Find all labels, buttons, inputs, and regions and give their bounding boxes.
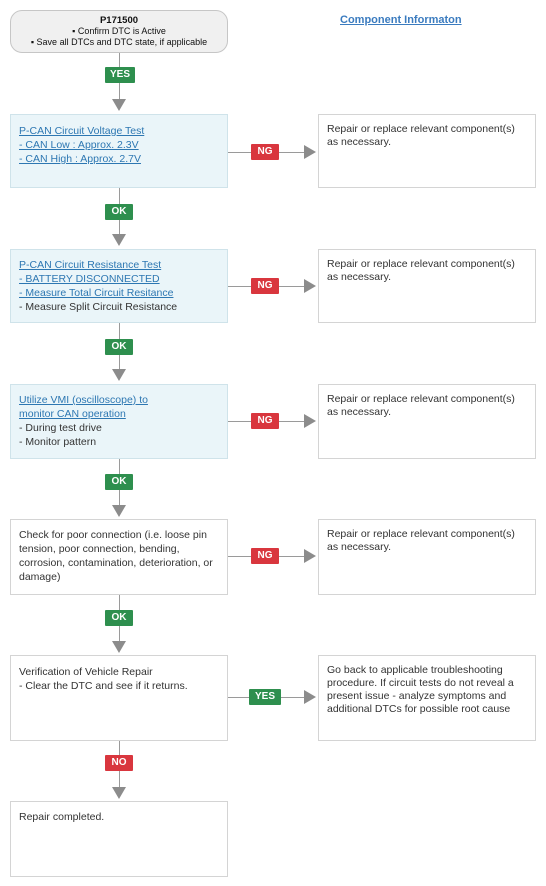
step-check-poor-connection [10, 519, 228, 595]
total-resistance-link[interactable]: - Measure Total Circuit Resitance [19, 287, 174, 299]
ng-badge: NG [251, 413, 279, 429]
resistance-test-link[interactable]: P-CAN Circuit Resistance Test [19, 259, 162, 271]
result-box: Repair or replace relevant component(s) as necessary. [318, 249, 536, 323]
component-information-link[interactable]: Component Informaton [340, 14, 462, 26]
yes-badge: YES [105, 67, 135, 83]
start-box [10, 10, 228, 53]
arrow-down-icon [112, 641, 126, 653]
poor-connection-text: Check for poor connection (i.e. loose pin tension, poor connection, bending, corrosion, contamination, deterioration, or damage) [19, 529, 213, 583]
arrow-down-icon [112, 234, 126, 246]
no-badge: NO [105, 755, 133, 771]
arrow-down-icon [112, 99, 126, 111]
dtc-code: P171500 [99, 15, 139, 26]
during-test-drive-text: - During test drive [19, 422, 102, 434]
step-repair-completed [10, 801, 228, 877]
ng-badge: NG [251, 144, 279, 160]
ok-badge: OK [105, 339, 133, 355]
ok-badge: OK [105, 474, 133, 490]
clear-dtc-text: - Clear the DTC and see if it returns. [19, 680, 188, 692]
ng-badge: NG [251, 548, 279, 564]
step-voltage-test [10, 114, 228, 188]
arrow-right-icon [304, 145, 316, 159]
verification-title: Verification of Vehicle Repair [19, 666, 153, 678]
split-resistance-text: - Measure Split Circuit Resistance [19, 301, 178, 313]
arrow-down-icon [112, 787, 126, 799]
step-vmi-oscilloscope [10, 384, 228, 459]
yes-badge: YES [249, 689, 281, 705]
ok-badge: OK [105, 204, 133, 220]
arrow-right-icon [304, 279, 316, 293]
arrow-down-icon [112, 369, 126, 381]
step-resistance-test [10, 249, 228, 323]
start-bullet-confirm: ▪ Confirm DTC is Active [72, 26, 166, 36]
monitor-can-link[interactable]: monitor CAN operation [19, 408, 126, 420]
monitor-pattern-text: - Monitor pattern [19, 436, 97, 448]
repair-completed-text: Repair completed. [19, 811, 105, 823]
arrow-right-icon [304, 690, 316, 704]
battery-disconnected-link[interactable]: - BATTERY DISCONNECTED [19, 273, 160, 285]
arrow-right-icon [304, 414, 316, 428]
start-bullet-save: ▪ Save all DTCs and DTC state, if applicable [30, 37, 208, 47]
result-box: Repair or replace relevant component(s) as necessary. [318, 114, 536, 188]
result-box: Go back to applicable troubleshooting procedure. If circuit tests do not reveal a present issue - analyze symptoms and additional DTCs for possible root cause [318, 655, 536, 741]
result-box: Repair or replace relevant component(s) as necessary. [318, 384, 536, 459]
can-low-link[interactable]: - CAN Low : Approx. 2.3V [19, 139, 139, 151]
vmi-link[interactable]: Utilize VMI (oscilloscope) to [19, 394, 148, 406]
ok-badge: OK [105, 610, 133, 626]
arrow-down-icon [112, 505, 126, 517]
result-box: Repair or replace relevant component(s) as necessary. [318, 519, 536, 595]
voltage-test-link[interactable]: P-CAN Circuit Voltage Test [19, 125, 145, 137]
ng-badge: NG [251, 278, 279, 294]
arrow-right-icon [304, 549, 316, 563]
step-verification [10, 655, 228, 741]
can-high-link[interactable]: - CAN High : Approx. 2.7V [19, 153, 141, 165]
